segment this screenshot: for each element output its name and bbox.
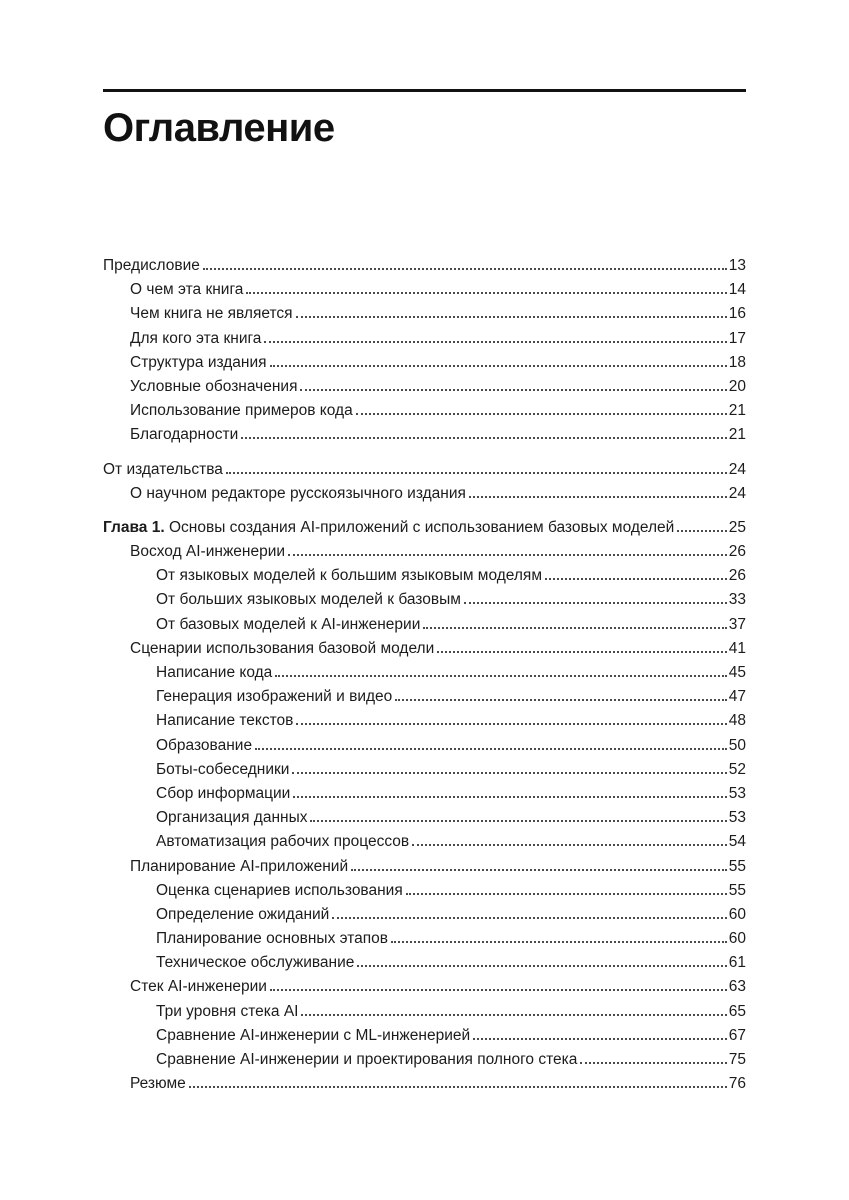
toc-entry-page-number: 21 [728,402,746,420]
toc-entry-label: О научном редакторе русскоязычного издания [130,484,466,502]
toc-entry-label: Генерация изображений и видео [156,688,393,706]
toc-entry-label: Чем книга не является [130,305,293,323]
toc-entry-page-number: 61 [728,954,746,972]
toc-entry-label: Сравнение AI-инженерии с ML-инженерией [156,1026,471,1044]
toc-entry-page-number: 26 [728,543,746,561]
dot-leader [288,554,727,556]
toc-entry-page-number: 25 [728,518,746,536]
toc-entry-label: Три уровня стека AI [156,1002,299,1020]
toc-entry [103,688,746,712]
toc-entry-page-number: 76 [728,1075,746,1093]
toc-entry-page-number: 53 [728,809,746,827]
toc-entry-page-number: 50 [728,736,746,754]
toc-entry [103,281,746,305]
toc-entry [103,461,746,485]
toc-entry-page-number: 52 [728,760,746,778]
toc-entry-page-number: 53 [728,784,746,802]
toc-entry-label: Техническое обслуживание [156,954,355,972]
toc-entry-page-number: 75 [728,1051,746,1068]
dot-leader [293,796,726,798]
toc-entry-label: Предисловие [103,257,200,274]
toc-entry-label: Благодарности [130,426,239,444]
toc-entry-label: Использование примеров кода [130,402,353,420]
toc-entry [103,543,746,567]
dot-leader [332,917,726,919]
page-content [103,0,746,1099]
dot-leader [241,437,727,439]
dot-leader [203,268,727,270]
toc-entry-label: Сбор информации [156,784,291,802]
dot-leader [357,965,726,967]
toc-entry [103,426,746,450]
toc-entry [103,882,746,906]
toc-entry [103,378,746,402]
dot-leader [226,472,727,474]
toc-entry [103,978,746,1002]
dot-leader [301,1014,726,1016]
toc-entry [103,567,746,591]
toc-entry-page-number: 45 [728,664,746,681]
dot-leader [296,316,727,318]
toc-entry-label: Условные обозначения [130,377,298,395]
dot-leader [270,365,727,367]
toc-entry-label: О чем эта книга [130,281,244,299]
toc-entry [103,1051,746,1075]
toc-entry-page-number: 55 [728,881,746,899]
toc-entry [103,833,746,857]
dot-leader [296,723,726,725]
toc-entry-page-number: 60 [728,905,746,923]
dot-leader [246,292,726,294]
dot-leader [292,772,726,774]
toc-entry [103,664,746,688]
toc-entry-page-number: 20 [728,377,746,395]
dot-leader [423,627,726,629]
toc-entry-label: От базовых моделей к AI-инженерии [156,615,421,633]
toc-entry-page-number: 13 [728,257,746,274]
dot-leader [464,602,727,604]
dot-leader [189,1086,727,1088]
dot-leader [300,389,726,391]
toc-entry-page-number: 26 [728,567,746,585]
toc-entry-page-number: 14 [728,281,746,299]
dot-leader [469,496,727,498]
toc-entry [103,785,746,809]
table-of-contents [103,257,746,1099]
toc-entry-page-number: 33 [728,591,746,609]
toc-entry-label: От больших языковых моделей к базовым [156,591,461,609]
toc-entry-label: Восход AI-инженерии [130,543,286,561]
toc-entry-page-number: 24 [728,460,746,478]
toc-entry [103,1003,746,1027]
toc-entry-label: Планирование основных этапов [156,930,388,948]
toc-entry [103,1075,746,1099]
top-rule [103,89,746,92]
dot-leader [275,675,726,677]
toc-entry [103,712,746,736]
toc-entry-label: Написание текстов [156,712,294,730]
toc-entry-label: Оценка сценариев использования [156,881,403,899]
dot-leader [310,820,726,822]
toc-entry-label: Планирование AI-приложений [130,857,349,875]
toc-entry-page-number: 18 [728,353,746,371]
dot-leader [395,699,726,701]
toc-entry [103,954,746,978]
toc-entry-label: Организация данных [156,809,308,827]
toc-entry-label: Автоматизация рабочих процессов [156,833,410,851]
toc-entry-page-number: 16 [728,305,746,323]
toc-entry-label: Боты-собеседники [156,760,290,778]
toc-entry-label: От издательства [103,460,223,478]
toc-entry [103,858,746,882]
toc-entry [103,809,746,833]
toc-entry-label: Стек AI-инженерии [130,978,267,996]
toc-entry [103,906,746,930]
toc-entry-page-number: 54 [728,833,746,851]
toc-entry-page-number: 67 [728,1026,746,1044]
toc-entry [103,761,746,785]
toc-entry-page-number: 21 [728,426,746,444]
toc-entry-label: Резюме [130,1075,186,1093]
toc-entry-label: Сравнение AI-инженерии и проектирования полного стека [156,1051,578,1068]
toc-entry [103,616,746,640]
toc-entry-label: Написание кода [156,664,273,681]
toc-entry-page-number: 17 [728,329,746,347]
dot-leader [412,844,727,846]
toc-entry-label: Структура издания [130,353,267,371]
dot-leader [580,1062,726,1064]
dot-leader [391,941,727,943]
toc-entry [103,354,746,378]
toc-entry-page-number: 41 [728,639,746,657]
toc-entry-page-number: 37 [728,615,746,633]
toc-entry [103,519,746,543]
toc-entry-page-number: 47 [728,688,746,706]
toc-entry-page-number: 65 [728,1002,746,1020]
toc-entry-page-number: 24 [728,484,746,502]
toc-entry [103,930,746,954]
toc-entry-label: Глава 1. Основы создания AI-приложений с использованием базовых моделей [103,518,675,536]
dot-leader [677,530,726,532]
toc-entry [103,1027,746,1051]
toc-entry [103,485,746,509]
dot-leader [437,651,727,653]
toc-entry [103,330,746,354]
toc-entry [103,305,746,329]
dot-leader [255,748,727,750]
dot-leader [545,578,727,580]
toc-entry [103,591,746,615]
dot-leader [264,341,726,343]
dot-leader [473,1038,727,1040]
dot-leader [270,989,727,991]
dot-leader [356,413,727,415]
dot-leader [406,893,727,895]
toc-entry [103,737,746,761]
toc-entry-label: Сценарии использования базовой модели [130,639,435,657]
page-title: Оглавление [103,106,335,150]
toc-entry-chapter-prefix: Глава 1. [103,518,169,536]
toc-entry [103,402,746,426]
toc-entry [103,257,746,281]
toc-entry-page-number: 55 [728,857,746,875]
toc-entry-label: Определение ожиданий [156,905,330,923]
toc-entry-page-number: 60 [728,930,746,948]
toc-entry-label: От языковых моделей к большим языковым моделям [156,567,542,585]
dot-leader [351,869,727,871]
toc-entry-label: Образование [156,736,253,754]
toc-entry-page-number: 63 [728,978,746,996]
toc-entry-label: Для кого эта книга [130,329,262,347]
toc-entry-page-number: 48 [728,712,746,730]
toc-entry [103,640,746,664]
